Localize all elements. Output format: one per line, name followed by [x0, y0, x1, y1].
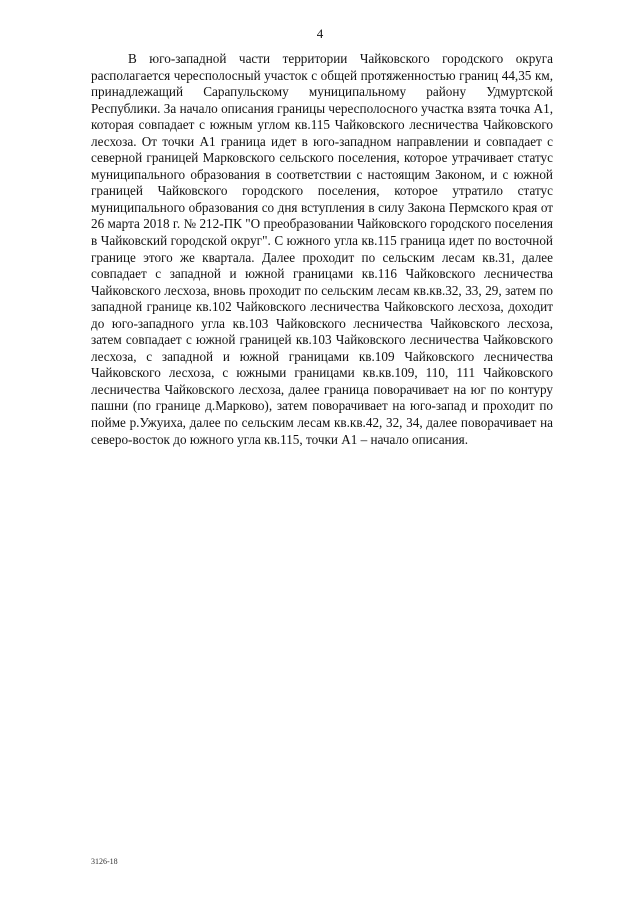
document-code: 3126-18 — [91, 857, 118, 866]
page-number: 4 — [316, 26, 324, 41]
body-paragraph: В юго-западной части территории Чайковского городского округа располагается чересполосный участок с общей протяженностью границ 44,35 км, принадлежащий Сарапульскому муниципальному району Удмуртской Республики. За начало описания границы чересполосного участка взята точка А1, которая совпадает с южным углом кв.115 Чайковского лесничества Чайковского лесхоза. От точки А1 граница идет в юго-западном направлении и совпадает с северной границей Марковского сельского поселения, которое утрачивает статус муниципального образования в соответствии с настоящим Законом, и с южной границей Чайковского городского поселения, которое утратило статус муниципального образования со дня вступления в силу Закона Пермского края от 26 марта 2018 г. № 212-ПК "О преобразовании Чайковского городского поселения в Чайковский городской округ". С южного угла кв.115 граница идет по восточной границе этого же квартала. Далее проходит по сельским лесам кв.31, далее совпадает с западной и южной границами кв.116 Чайковского лесничества Чайковского лесхоза, вновь проходит по сельским лесам кв.кв.32, 33, 29, затем по западной границе кв.102 Чайковского лесничества Чайковского лесхоза, доходит до юго-западного угла кв.103 Чайковского лесничества Чайковского лесхоза, затем совпадает с южной границей кв.103 Чайковского лесничества Чайковского лесхоза, с западной и южной границами кв.109 Чайковского лесничества Чайковского лесхоза, с южными границами кв.кв.109, 110, 111 Чайковского лесничества Чайковского лесхоза, далее граница поворачивает на юг по контуру пашни (по границе д.Марково), затем поворачивает на юго-запад и проходит по пойме р.Ужуиха, далее по сельским лесам кв.кв.42, 32, 34, далее поворачивает на северо-восток до южного угла кв.115, точки А1 – начало описания. — [91, 51, 553, 447]
